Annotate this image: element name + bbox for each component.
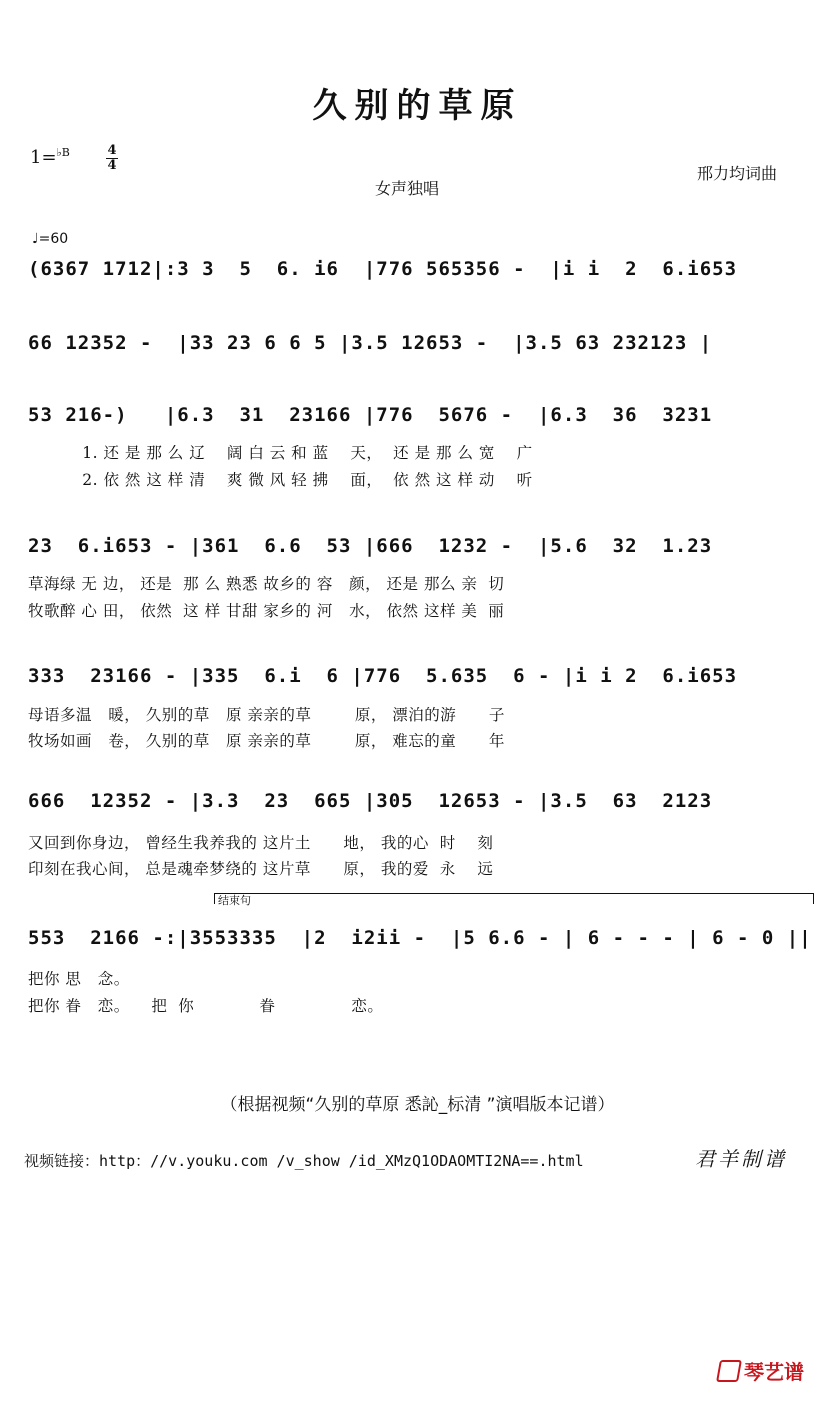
- lyric-line: 印刻在我心间， 总是魂牵梦绕的 这片草 原， 我的爱 永 远: [28, 860, 494, 878]
- score-line-3: 53 216-) |6.3 31 23166 |776 5676 - |6.3 36 3231: [28, 404, 713, 426]
- time-signature: 4 4: [107, 143, 117, 173]
- source-note: （根据视频“久别的草原 悉訫_标清 ”演唱版本记谱）: [220, 1095, 615, 1115]
- lyric-line: 牧场如画 卷， 久别的草 原 亲亲的草 原， 难忘的童 年: [28, 732, 505, 750]
- brand-icon: [716, 1360, 742, 1382]
- lyric-line: 母语多温 暖， 久别的草 原 亲亲的草 原， 漂泊的游 子: [28, 706, 505, 724]
- lyric-line: 又回到你身边， 曾经生我养我的 这片土 地， 我的心 时 刻: [28, 834, 494, 852]
- composer-credit: 邢力均词曲: [697, 164, 778, 183]
- lyric-line: 牧歌醉 心 田， 依然 这 样 甘甜 家乡的 河 水， 依然 这样 美 丽: [28, 602, 505, 620]
- transcriber-signature: 君羊制谱: [695, 1147, 787, 1171]
- lyric-line: 1. 还 是 那 么 辽 阔 白 云 和 蓝 天， 还 是 那 么 宽 广: [28, 444, 533, 462]
- key-signature: 1=$^{♭B}$: [30, 146, 70, 168]
- score-line-2: 66 12352 - |33 23 6 6 5 |3.5 12653 - |3.5 63 232123 |: [28, 332, 713, 354]
- performance-type: 女声独唱: [375, 179, 440, 198]
- lyric-line: 把你 眷 恋。 把 你 眷 恋。: [28, 997, 384, 1015]
- score-line-5: 333 23166 - |335 6.i 6 |776 5.635 6 - |i i 2 6.i653: [28, 665, 738, 687]
- brand-text: 琴艺谱: [744, 1360, 804, 1384]
- score-line-4: 23 6.i653 - |361 6.6 53 |666 1232 - |5.6 32 1.23: [28, 535, 713, 557]
- ending-bracket: [214, 893, 814, 904]
- score-line-1: (6367 1712|:3 3 5 6. i6 |776 565356 - |i i 2 6.i653: [28, 258, 738, 280]
- lyric-line: 把你 思 念。: [28, 970, 130, 988]
- lyric-line: 2. 依 然 这 样 清 爽 微 风 轻 拂 面， 依 然 这 样 动 听: [28, 471, 533, 489]
- song-title: 久别的草原: [312, 86, 523, 126]
- video-link[interactable]: 视频链接：http：//v.youku.com /v_show /id_XMzQ1ODAOMTI2NA==.html: [24, 1152, 584, 1170]
- score-line-6: 666 12352 - |3.3 23 665 |305 12653 - |3.5 63 2123: [28, 790, 713, 812]
- score-line-7: 553 2166 -:|3553335 |2 i2ii - |5 6.6 - | 6 - - - | 6 - 0 ||: [28, 927, 812, 949]
- ending-label: 结束句: [218, 894, 251, 907]
- lyric-line: 草海绿 无 边， 还是 那 么 熟悉 故乡的 容 颜， 还是 那么 亲 切: [28, 575, 505, 593]
- tempo-marking: ♩=60: [32, 231, 69, 247]
- brand-logo: [718, 1356, 804, 1385]
